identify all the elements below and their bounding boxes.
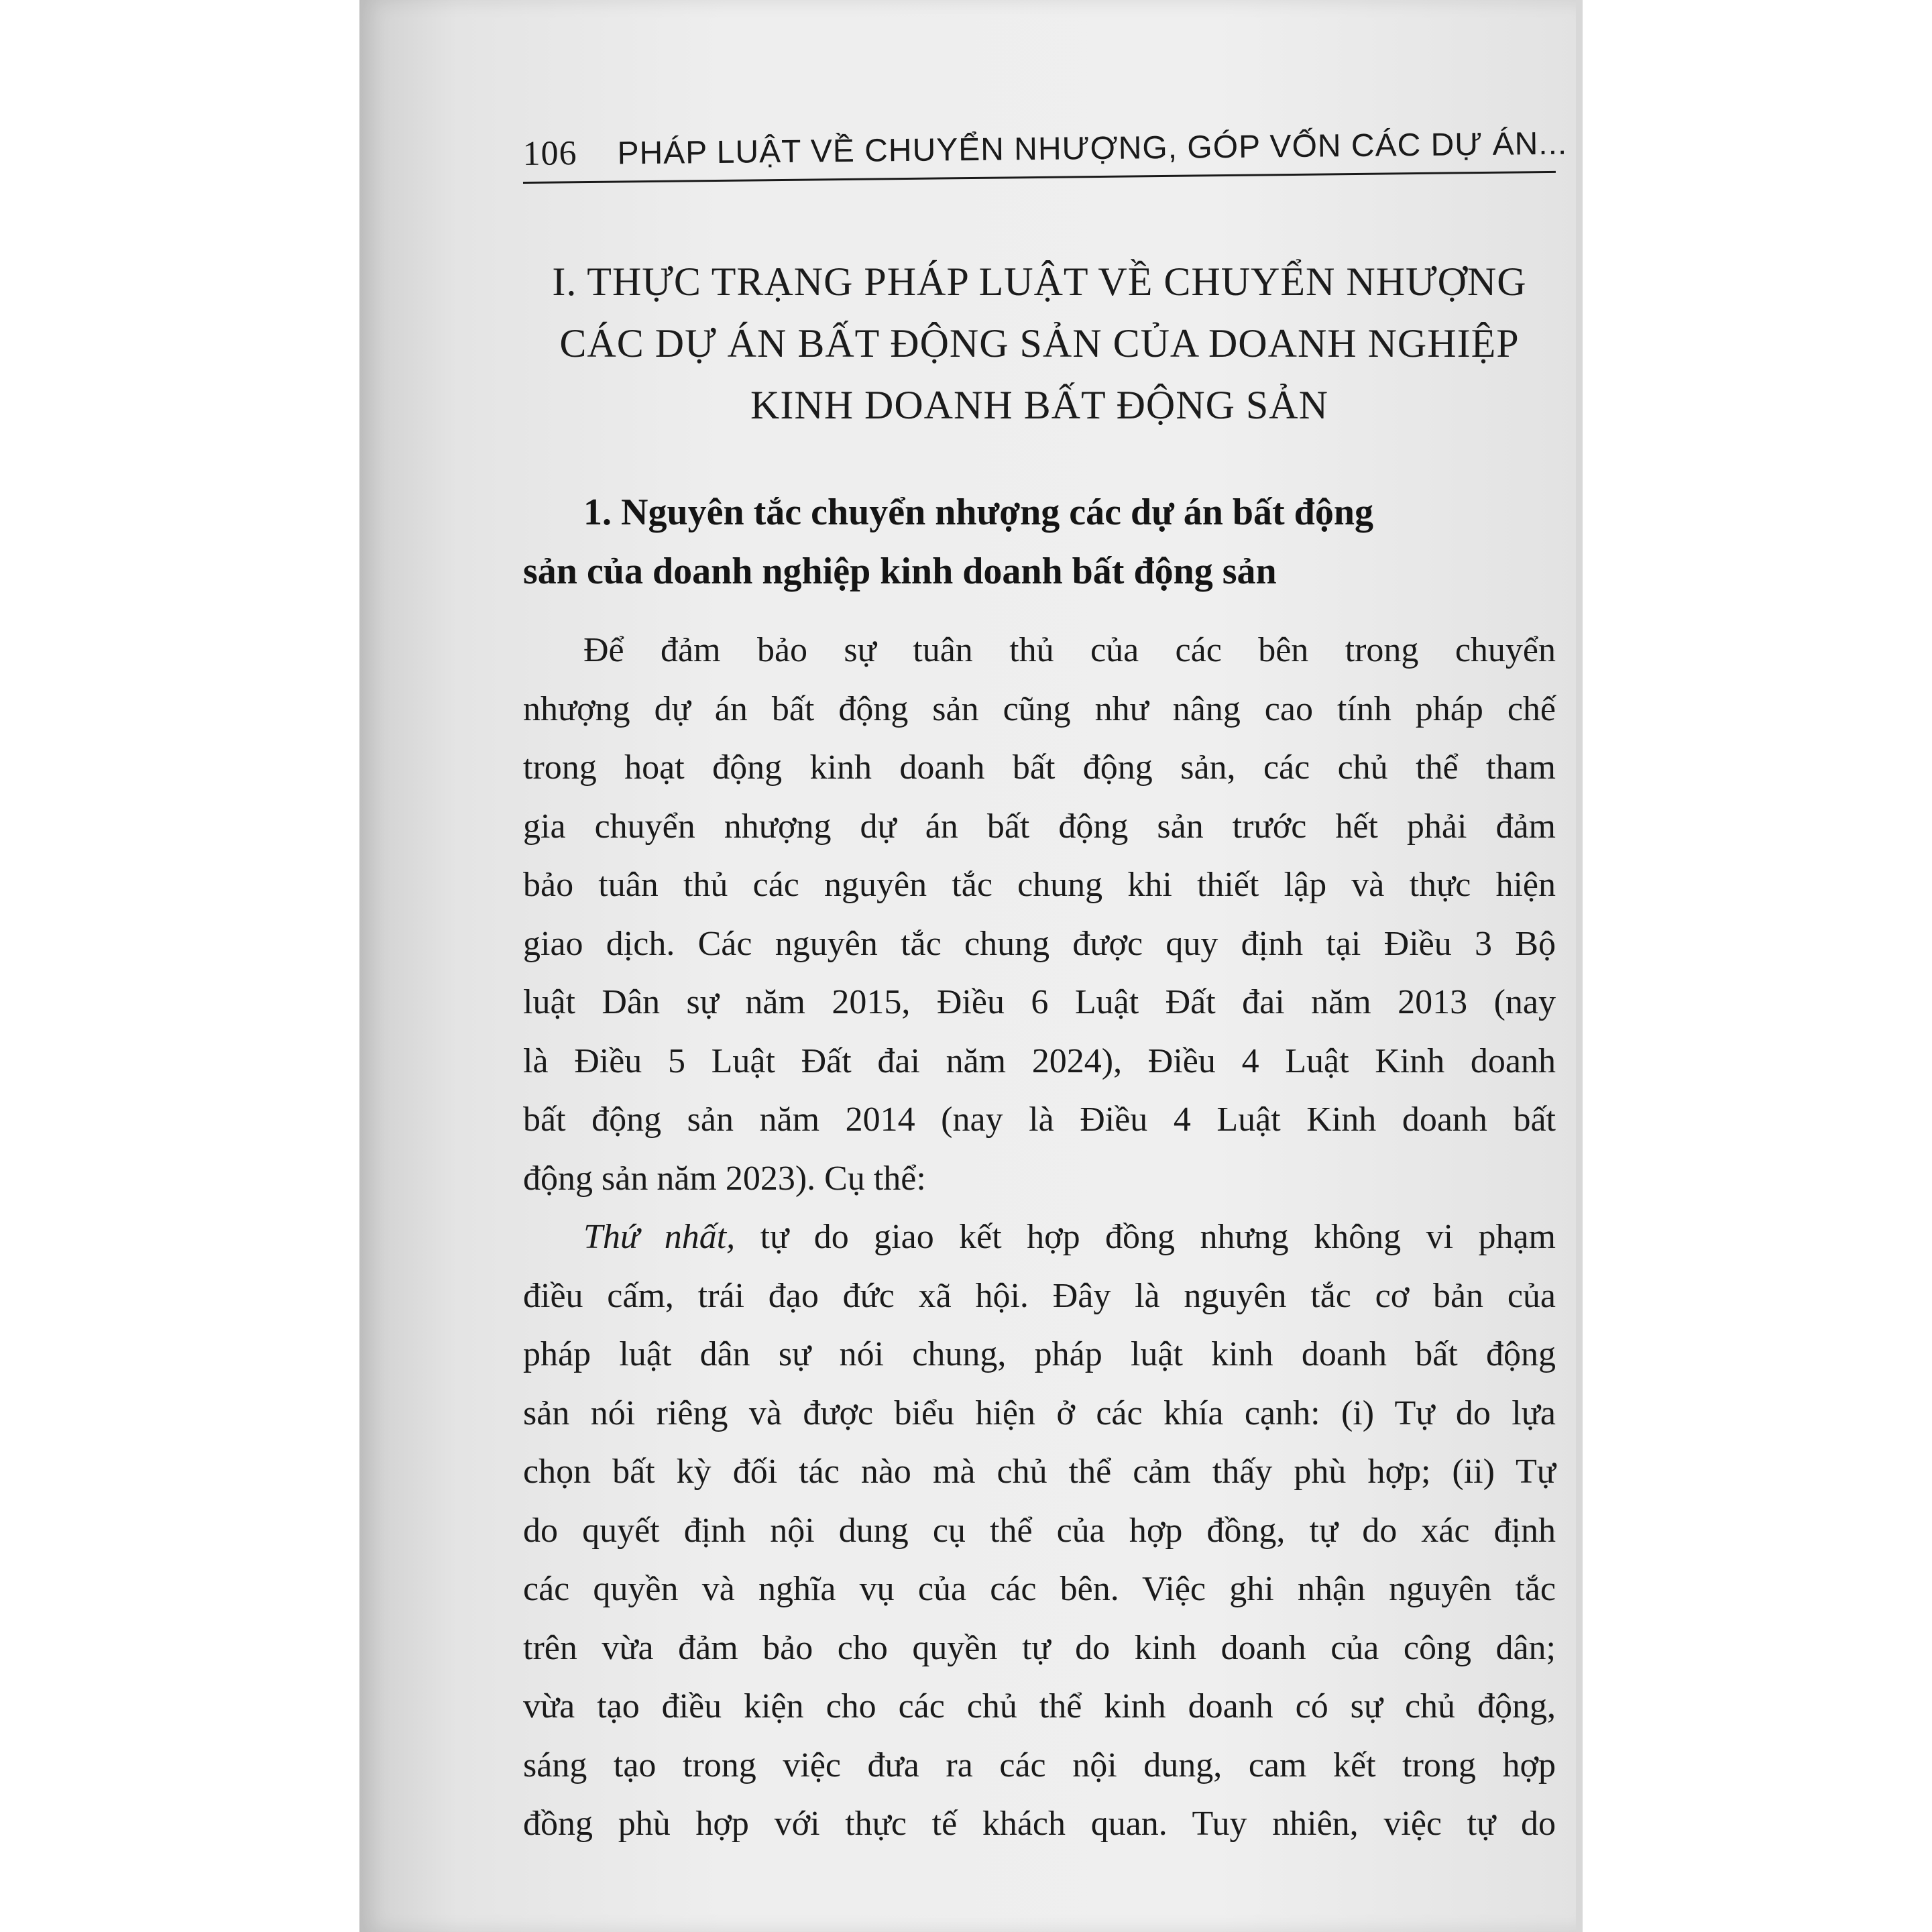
paragraph-1 <box>523 621 1556 1208</box>
first-line-rest: tự do giao kết hợp đồng nhưng không vi phạm <box>735 1218 1556 1256</box>
text-line: Để đảm bảo sự tuân thủ của các bên trong chuyển <box>583 631 1556 669</box>
section-title-line: CÁC DỰ ÁN BẤT ĐỘNG SẢN CỦA DOANH NGHIỆP <box>559 321 1520 365</box>
page-number: 106 <box>522 134 577 174</box>
page-content <box>522 125 1568 1854</box>
section-title-line: I. THỰC TRẠNG PHÁP LUẬT VỀ CHUYỂN NHƯỢNG <box>552 260 1527 304</box>
subsection-title <box>523 483 1556 601</box>
section-title-line: KINH DOANH BẤT ĐỘNG SẢN <box>750 383 1328 427</box>
text-line: giao dịch. Các nguyên tắc chung được quy định tại Điều 3 Bộ <box>523 924 1556 963</box>
body-text <box>523 621 1556 1854</box>
text-line: sản nói riêng và được biểu hiện ở các khía cạnh: (i) Tự do lựa <box>523 1394 1556 1432</box>
text-line: đồng phù hợp với thực tế khách quan. Tuy nhiên, việc tự do <box>523 1805 1556 1843</box>
running-head <box>522 123 1568 184</box>
text-line: luật Dân sự năm 2015, Điều 6 Luật Đất đai năm 2013 (nay <box>523 983 1556 1021</box>
subsection-title-line: sản của doanh nghiệp kinh doanh bất động sản <box>523 551 1277 592</box>
paragraph-2 <box>523 1208 1556 1854</box>
text-line: động sản năm 2023). Cụ thể: <box>523 1159 926 1198</box>
text-line: bất động sản năm 2014 (nay là Điều 4 Luật Kinh doanh bất <box>523 1100 1556 1139</box>
text-line: điều cấm, trái đạo đức xã hội. Đây là nguyên tắc cơ bản của <box>523 1276 1556 1315</box>
running-head-title: PHÁP LUẬT VỀ CHUYỂN NHƯỢNG, GÓP VỐN CÁC DỰ ÁN... <box>617 125 1568 172</box>
text-line: nhượng dự án bất động sản cũng như nâng cao tính pháp chế <box>523 689 1556 728</box>
text-line <box>523 1208 1556 1267</box>
text-line: chọn bất kỳ đối tác nào mà chủ thể cảm thấy phù hợp; (ii) Tự <box>523 1453 1556 1491</box>
text-line: sáng tạo trong việc đưa ra các nội dung, cam kết trong hợp <box>523 1746 1556 1784</box>
text-line: trong hoạt động kinh doanh bất động sản, các chủ thể tham <box>523 748 1556 787</box>
text-line: do quyết định nội dung cụ thể của hợp đồng, tự do xác định <box>523 1511 1556 1550</box>
lead-italic: Thứ nhất, <box>583 1218 736 1256</box>
text-line: vừa tạo điều kiện cho các chủ thể kinh doanh có sự chủ động, <box>523 1687 1556 1725</box>
subsection-title-line: 1. Nguyên tắc chuyển nhượng các dự án bất động <box>583 492 1373 533</box>
page-edge <box>1576 0 1583 1932</box>
text-line: trên vừa đảm bảo cho quyền tự do kinh doanh của công dân; <box>523 1628 1556 1667</box>
text-line: gia chuyển nhượng dự án bất động sản trước hết phải đảm <box>523 807 1556 846</box>
text-line: là Điều 5 Luật Đất đai năm 2024), Điều 4 Luật Kinh doanh <box>523 1041 1556 1080</box>
text-line: bảo tuân thủ các nguyên tắc chung khi thiết lập và thực hiện <box>523 866 1556 904</box>
text-line: các quyền và nghĩa vụ của các bên. Việc ghi nhận nguyên tắc <box>523 1570 1556 1608</box>
text-line: pháp luật dân sự nói chung, pháp luật kinh doanh bất động <box>523 1335 1556 1373</box>
section-title <box>523 251 1556 436</box>
